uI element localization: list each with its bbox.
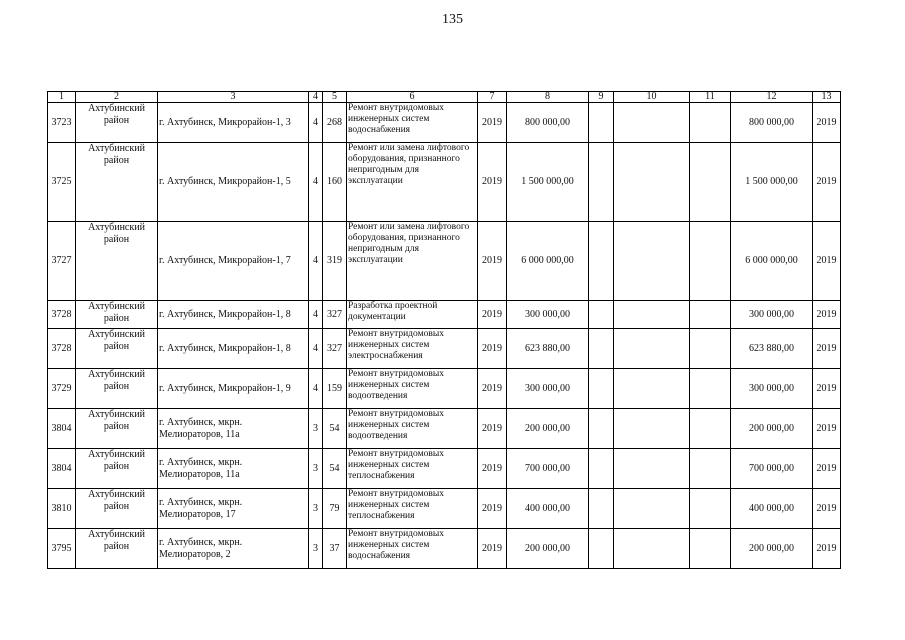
total-cost-cell: 200 000,00 bbox=[731, 529, 813, 569]
total-cost-cell: 800 000,00 bbox=[731, 103, 813, 143]
column-header: 5 bbox=[323, 92, 347, 103]
id-cell: 3728 bbox=[48, 301, 76, 329]
total-cost-cell: 300 000,00 bbox=[731, 301, 813, 329]
header-row bbox=[48, 92, 841, 103]
col10-cell bbox=[614, 369, 690, 409]
year-cell: 2019 bbox=[478, 222, 507, 301]
address-cell: г. Ахтубинск, Микрорайон-1, 8 bbox=[158, 329, 309, 369]
id-cell: 3723 bbox=[48, 103, 76, 143]
address-cell: г. Ахтубинск, мкрн. Мелиораторов, 11а bbox=[158, 409, 309, 449]
year-cell: 2019 bbox=[478, 489, 507, 529]
table-row bbox=[48, 103, 841, 143]
area-cell: 159 bbox=[323, 369, 347, 409]
completion-year-cell: 2019 bbox=[813, 143, 841, 222]
district-cell: Ахтубинский район bbox=[76, 301, 158, 329]
total-cost-cell: 400 000,00 bbox=[731, 489, 813, 529]
district-cell: Ахтубинский район bbox=[76, 103, 158, 143]
col9-cell bbox=[589, 143, 614, 222]
year-cell: 2019 bbox=[478, 369, 507, 409]
col10-cell bbox=[614, 529, 690, 569]
col9-cell bbox=[589, 489, 614, 529]
work-type-cell: Ремонт внутридомовых инженерных систем электроснабжения bbox=[347, 329, 478, 369]
floors-cell: 3 bbox=[309, 449, 323, 489]
col10-cell bbox=[614, 329, 690, 369]
district-cell: Ахтубинский район bbox=[76, 489, 158, 529]
total-cost-cell: 700 000,00 bbox=[731, 449, 813, 489]
column-header: 4 bbox=[309, 92, 323, 103]
col9-cell bbox=[589, 301, 614, 329]
district-cell: Ахтубинский район bbox=[76, 329, 158, 369]
cost-cell: 700 000,00 bbox=[507, 449, 589, 489]
work-type-cell: Ремонт внутридомовых инженерных систем водоснабжения bbox=[347, 529, 478, 569]
floors-cell: 4 bbox=[309, 143, 323, 222]
id-cell: 3795 bbox=[48, 529, 76, 569]
col10-cell bbox=[614, 301, 690, 329]
col11-cell bbox=[690, 449, 731, 489]
work-type-cell: Ремонт внутридомовых инженерных систем водоотведения bbox=[347, 409, 478, 449]
table-body bbox=[48, 103, 841, 569]
address-cell: г. Ахтубинск, Микрорайон-1, 8 bbox=[158, 301, 309, 329]
total-cost-cell: 1 500 000,00 bbox=[731, 143, 813, 222]
area-cell: 54 bbox=[323, 449, 347, 489]
floors-cell: 4 bbox=[309, 222, 323, 301]
cost-cell: 623 880,00 bbox=[507, 329, 589, 369]
col11-cell bbox=[690, 529, 731, 569]
completion-year-cell: 2019 bbox=[813, 409, 841, 449]
completion-year-cell: 2019 bbox=[813, 529, 841, 569]
area-cell: 319 bbox=[323, 222, 347, 301]
column-header: 2 bbox=[76, 92, 158, 103]
floors-cell: 4 bbox=[309, 301, 323, 329]
completion-year-cell: 2019 bbox=[813, 489, 841, 529]
cost-cell: 1 500 000,00 bbox=[507, 143, 589, 222]
cost-cell: 400 000,00 bbox=[507, 489, 589, 529]
area-cell: 327 bbox=[323, 329, 347, 369]
cost-cell: 300 000,00 bbox=[507, 369, 589, 409]
id-cell: 3727 bbox=[48, 222, 76, 301]
col9-cell bbox=[589, 529, 614, 569]
total-cost-cell: 623 880,00 bbox=[731, 329, 813, 369]
table-row bbox=[48, 449, 841, 489]
district-cell: Ахтубинский район bbox=[76, 529, 158, 569]
col11-cell bbox=[690, 222, 731, 301]
col9-cell bbox=[589, 449, 614, 489]
address-cell: г. Ахтубинск, мкрн. Мелиораторов, 17 bbox=[158, 489, 309, 529]
completion-year-cell: 2019 bbox=[813, 449, 841, 489]
address-cell: г. Ахтубинск, Микрорайон-1, 9 bbox=[158, 369, 309, 409]
id-cell: 3728 bbox=[48, 329, 76, 369]
district-cell: Ахтубинский район bbox=[76, 449, 158, 489]
column-header: 1 bbox=[48, 92, 76, 103]
id-cell: 3804 bbox=[48, 409, 76, 449]
year-cell: 2019 bbox=[478, 103, 507, 143]
completion-year-cell: 2019 bbox=[813, 329, 841, 369]
col10-cell bbox=[614, 143, 690, 222]
address-cell: г. Ахтубинск, мкрн. Мелиораторов, 11а bbox=[158, 449, 309, 489]
cost-cell: 300 000,00 bbox=[507, 301, 589, 329]
col11-cell bbox=[690, 301, 731, 329]
column-header: 10 bbox=[614, 92, 690, 103]
table-row bbox=[48, 369, 841, 409]
floors-cell: 4 bbox=[309, 329, 323, 369]
table-row bbox=[48, 409, 841, 449]
column-header: 11 bbox=[690, 92, 731, 103]
page-number: 135 bbox=[442, 12, 463, 27]
work-type-cell: Ремонт внутридомовых инженерных систем водоотведения bbox=[347, 369, 478, 409]
floors-cell: 3 bbox=[309, 529, 323, 569]
address-cell: г. Ахтубинск, Микрорайон-1, 7 bbox=[158, 222, 309, 301]
address-cell: г. Ахтубинск, Микрорайон-1, 3 bbox=[158, 103, 309, 143]
table-row bbox=[48, 489, 841, 529]
district-cell: Ахтубинский район bbox=[76, 143, 158, 222]
table-row bbox=[48, 529, 841, 569]
floors-cell: 3 bbox=[309, 409, 323, 449]
district-cell: Ахтубинский район bbox=[76, 369, 158, 409]
column-header: 13 bbox=[813, 92, 841, 103]
id-cell: 3810 bbox=[48, 489, 76, 529]
col9-cell bbox=[589, 329, 614, 369]
cost-cell: 200 000,00 bbox=[507, 409, 589, 449]
col10-cell bbox=[614, 222, 690, 301]
floors-cell: 4 bbox=[309, 103, 323, 143]
column-header: 6 bbox=[347, 92, 478, 103]
col10-cell bbox=[614, 449, 690, 489]
work-type-cell: Ремонт внутридомовых инженерных систем водоснабжения bbox=[347, 103, 478, 143]
area-cell: 79 bbox=[323, 489, 347, 529]
col11-cell bbox=[690, 489, 731, 529]
year-cell: 2019 bbox=[478, 409, 507, 449]
column-header: 9 bbox=[589, 92, 614, 103]
work-type-cell: Ремонт или замена лифтового оборудования, признанного непригодным для эксплуатации bbox=[347, 222, 478, 301]
table-row bbox=[48, 222, 841, 301]
cost-cell: 200 000,00 bbox=[507, 529, 589, 569]
completion-year-cell: 2019 bbox=[813, 103, 841, 143]
floors-cell: 4 bbox=[309, 369, 323, 409]
col9-cell bbox=[589, 222, 614, 301]
total-cost-cell: 6 000 000,00 bbox=[731, 222, 813, 301]
table-row bbox=[48, 301, 841, 329]
completion-year-cell: 2019 bbox=[813, 222, 841, 301]
cost-cell: 6 000 000,00 bbox=[507, 222, 589, 301]
address-cell: г. Ахтубинск, Микрорайон-1, 5 bbox=[158, 143, 309, 222]
col9-cell bbox=[589, 369, 614, 409]
id-cell: 3725 bbox=[48, 143, 76, 222]
column-header: 3 bbox=[158, 92, 309, 103]
completion-year-cell: 2019 bbox=[813, 301, 841, 329]
area-cell: 268 bbox=[323, 103, 347, 143]
col11-cell bbox=[690, 103, 731, 143]
completion-year-cell: 2019 bbox=[813, 369, 841, 409]
col9-cell bbox=[589, 103, 614, 143]
area-cell: 160 bbox=[323, 143, 347, 222]
col11-cell bbox=[690, 369, 731, 409]
work-type-cell: Разработка проектной документации bbox=[347, 301, 478, 329]
cost-cell: 800 000,00 bbox=[507, 103, 589, 143]
col9-cell bbox=[589, 409, 614, 449]
district-cell: Ахтубинский район bbox=[76, 222, 158, 301]
year-cell: 2019 bbox=[478, 301, 507, 329]
district-cell: Ахтубинский район bbox=[76, 409, 158, 449]
column-header: 8 bbox=[507, 92, 589, 103]
table-row bbox=[48, 329, 841, 369]
column-header: 12 bbox=[731, 92, 813, 103]
col10-cell bbox=[614, 409, 690, 449]
work-type-cell: Ремонт внутридомовых инженерных систем теплоснабжения bbox=[347, 489, 478, 529]
area-cell: 37 bbox=[323, 529, 347, 569]
area-cell: 327 bbox=[323, 301, 347, 329]
year-cell: 2019 bbox=[478, 529, 507, 569]
area-cell: 54 bbox=[323, 409, 347, 449]
total-cost-cell: 200 000,00 bbox=[731, 409, 813, 449]
col11-cell bbox=[690, 409, 731, 449]
work-type-cell: Ремонт или замена лифтового оборудования, признанного непригодным для эксплуатации bbox=[347, 143, 478, 222]
year-cell: 2019 bbox=[478, 329, 507, 369]
repair-program-table bbox=[47, 91, 841, 569]
floors-cell: 3 bbox=[309, 489, 323, 529]
id-cell: 3729 bbox=[48, 369, 76, 409]
id-cell: 3804 bbox=[48, 449, 76, 489]
col11-cell bbox=[690, 329, 731, 369]
work-type-cell: Ремонт внутридомовых инженерных систем теплоснабжения bbox=[347, 449, 478, 489]
address-cell: г. Ахтубинск, мкрн. Мелиораторов, 2 bbox=[158, 529, 309, 569]
table-row bbox=[48, 143, 841, 222]
year-cell: 2019 bbox=[478, 143, 507, 222]
column-header: 7 bbox=[478, 92, 507, 103]
col10-cell bbox=[614, 489, 690, 529]
total-cost-cell: 300 000,00 bbox=[731, 369, 813, 409]
year-cell: 2019 bbox=[478, 449, 507, 489]
col10-cell bbox=[614, 103, 690, 143]
col11-cell bbox=[690, 143, 731, 222]
